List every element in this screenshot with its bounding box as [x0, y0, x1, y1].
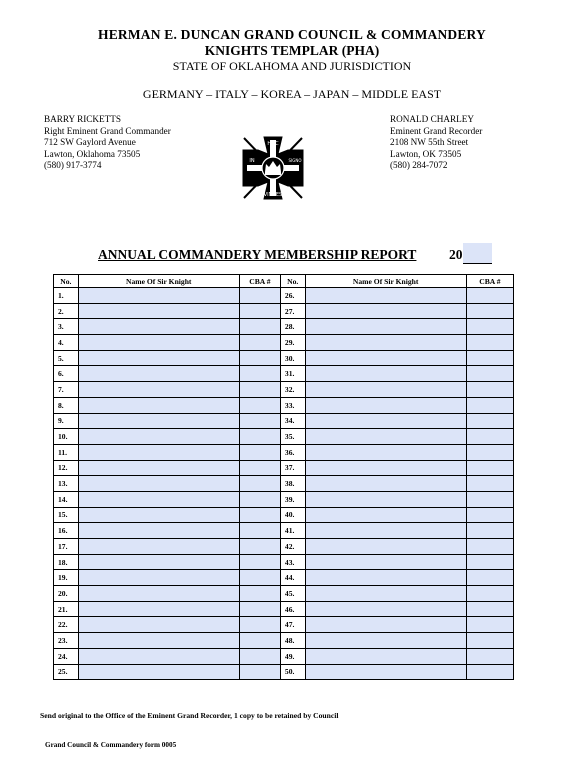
row-number-right: 42.: [280, 539, 305, 555]
row-number-left: 18.: [54, 554, 79, 570]
row-number-right: 46.: [280, 601, 305, 617]
sir-knight-name-field[interactable]: [78, 366, 239, 382]
row-number-left: 19.: [54, 570, 79, 586]
cba-number-field[interactable]: [466, 397, 513, 413]
cba-number-field[interactable]: [239, 288, 280, 304]
cba-number-field[interactable]: [466, 601, 513, 617]
table-row: [54, 491, 514, 507]
cba-number-field[interactable]: [239, 554, 280, 570]
cba-number-field[interactable]: [239, 460, 280, 476]
sir-knight-name-field[interactable]: [305, 648, 466, 664]
table-row: [54, 303, 514, 319]
cba-number-field[interactable]: [239, 397, 280, 413]
sir-knight-name-field[interactable]: [305, 444, 466, 460]
year-input[interactable]: [463, 243, 492, 264]
cba-number-field[interactable]: [466, 507, 513, 523]
row-number-right: 49.: [280, 648, 305, 664]
sir-knight-name-field[interactable]: [305, 303, 466, 319]
cba-number-field[interactable]: [466, 586, 513, 602]
table-row: [54, 444, 514, 460]
sir-knight-name-field[interactable]: [78, 570, 239, 586]
row-number-left: 17.: [54, 539, 79, 555]
sir-knight-name-field[interactable]: [305, 366, 466, 382]
cba-number-field[interactable]: [239, 303, 280, 319]
cba-number-field[interactable]: [239, 366, 280, 382]
table-row: [54, 288, 514, 304]
grand-recorder-contact: [390, 114, 482, 172]
sir-knight-name-field[interactable]: [78, 350, 239, 366]
emblem-text-right: SIGNO: [288, 158, 302, 163]
table-row: [54, 382, 514, 398]
sir-knight-name-field[interactable]: [305, 664, 466, 680]
row-number-right: 33.: [280, 397, 305, 413]
sir-knight-name-field[interactable]: [78, 335, 239, 351]
sir-knight-name-field[interactable]: [305, 507, 466, 523]
row-number-right: 45.: [280, 586, 305, 602]
row-number-left: 2.: [54, 303, 79, 319]
table-row: [54, 413, 514, 429]
report-title: ANNUAL COMMANDERY MEMBERSHIP REPORT: [98, 247, 417, 262]
table-header-row: [54, 275, 514, 288]
sir-knight-name-field[interactable]: [78, 303, 239, 319]
cba-number-field[interactable]: [466, 444, 513, 460]
grand-recorder-name: RONALD CHARLEY: [390, 114, 474, 124]
table-row: [54, 617, 514, 633]
row-number-right: 41.: [280, 523, 305, 539]
row-number-left: 22.: [54, 617, 79, 633]
cba-number-field[interactable]: [239, 350, 280, 366]
row-number-right: 38.: [280, 476, 305, 492]
row-number-left: 21.: [54, 601, 79, 617]
row-number-left: 6.: [54, 366, 79, 382]
table-row: [54, 570, 514, 586]
row-number-left: 23.: [54, 633, 79, 649]
knights-templar-cross-crown-icon: [240, 134, 306, 202]
cba-number-field[interactable]: [239, 601, 280, 617]
row-number-left: 8.: [54, 397, 79, 413]
row-number-left: 13.: [54, 476, 79, 492]
row-number-right: 35.: [280, 429, 305, 445]
cba-number-field[interactable]: [239, 491, 280, 507]
sir-knight-name-field[interactable]: [305, 586, 466, 602]
sir-knight-name-field[interactable]: [78, 382, 239, 398]
row-number-left: 9.: [54, 413, 79, 429]
col-header-name-right: Name Of Sir Knight: [305, 275, 466, 288]
table-row: [54, 350, 514, 366]
table-row: [54, 476, 514, 492]
row-number-left: 3.: [54, 319, 79, 335]
grand-commander-title: Right Eminent Grand Commander: [44, 125, 171, 136]
sir-knight-name-field[interactable]: [305, 476, 466, 492]
cba-number-field[interactable]: [239, 664, 280, 680]
table-row: [54, 648, 514, 664]
cba-number-field[interactable]: [239, 382, 280, 398]
sir-knight-name-field[interactable]: [78, 523, 239, 539]
row-number-right: 29.: [280, 335, 305, 351]
sir-knight-name-field[interactable]: [78, 460, 239, 476]
cba-number-field[interactable]: [466, 617, 513, 633]
knights-templar-title: KNIGHTS TEMPLAR (PHA): [204, 43, 380, 58]
cba-number-field[interactable]: [239, 586, 280, 602]
row-number-right: 50.: [280, 664, 305, 680]
regions-line: GERMANY – ITALY – KOREA – JAPAN – MIDDLE EAST: [142, 87, 442, 101]
sir-knight-name-field[interactable]: [305, 633, 466, 649]
cba-number-field[interactable]: [239, 570, 280, 586]
cba-number-field[interactable]: [239, 507, 280, 523]
sir-knight-name-field[interactable]: [305, 319, 466, 335]
emblem-text-bottom: VINCES: [263, 192, 283, 198]
sir-knight-name-field[interactable]: [78, 586, 239, 602]
sir-knight-name-field[interactable]: [305, 413, 466, 429]
row-number-left: 14.: [54, 491, 79, 507]
cba-number-field[interactable]: [466, 570, 513, 586]
sir-knight-name-field[interactable]: [78, 648, 239, 664]
row-number-left: 20.: [54, 586, 79, 602]
row-number-right: 31.: [280, 366, 305, 382]
grand-recorder-title: Eminent Grand Recorder: [390, 125, 483, 136]
cba-number-field[interactable]: [239, 476, 280, 492]
table-row: [54, 554, 514, 570]
cba-number-field[interactable]: [239, 617, 280, 633]
year-prefix: 20: [449, 247, 463, 262]
col-header-no-right: No.: [280, 275, 305, 288]
row-number-right: 37.: [280, 460, 305, 476]
row-number-left: 11.: [54, 444, 79, 460]
sir-knight-name-field[interactable]: [305, 288, 466, 304]
council-title: HERMAN E. DUNCAN GRAND COUNCIL & COMMANDERY: [98, 27, 486, 42]
col-header-cba-right: CBA #: [466, 275, 513, 288]
cba-number-field[interactable]: [239, 319, 280, 335]
sir-knight-name-field[interactable]: [78, 617, 239, 633]
sir-knight-name-field[interactable]: [78, 444, 239, 460]
grand-recorder-city: Lawton, OK 73505: [390, 148, 462, 159]
sir-knight-name-field[interactable]: [305, 382, 466, 398]
sir-knight-name-field[interactable]: [305, 554, 466, 570]
sir-knight-name-field[interactable]: [305, 617, 466, 633]
sir-knight-name-field[interactable]: [305, 350, 466, 366]
cba-number-field[interactable]: [466, 476, 513, 492]
table-row: [54, 664, 514, 680]
footer-note: Send original to the Office of the Eminent Grand Recorder, 1 copy to be retained by Council: [40, 711, 339, 720]
cba-number-field[interactable]: [466, 335, 513, 351]
table-row: [54, 429, 514, 445]
cba-number-field[interactable]: [239, 523, 280, 539]
cba-number-field[interactable]: [466, 460, 513, 476]
col-header-name-left: Name Of Sir Knight: [78, 275, 239, 288]
grand-recorder-phone: (580) 284-7072: [390, 160, 448, 171]
sir-knight-name-field[interactable]: [305, 397, 466, 413]
row-number-left: 24.: [54, 648, 79, 664]
table-row: [54, 586, 514, 602]
sir-knight-name-field[interactable]: [78, 507, 239, 523]
row-number-right: 39.: [280, 491, 305, 507]
sir-knight-name-field[interactable]: [78, 491, 239, 507]
cba-number-field[interactable]: [466, 539, 513, 555]
cba-number-field[interactable]: [239, 633, 280, 649]
col-header-no-left: No.: [54, 275, 79, 288]
row-number-right: 32.: [280, 382, 305, 398]
grand-commander-name: BARRY RICKETTS: [44, 114, 121, 124]
grand-commander-city: Lawton, Oklahoma 73505: [44, 148, 141, 159]
sir-knight-name-field[interactable]: [78, 429, 239, 445]
col-header-cba-left: CBA #: [239, 275, 280, 288]
sir-knight-name-field[interactable]: [305, 539, 466, 555]
row-number-right: 30.: [280, 350, 305, 366]
table-row: [54, 633, 514, 649]
cba-number-field[interactable]: [466, 303, 513, 319]
table-row: [54, 319, 514, 335]
cba-number-field[interactable]: [466, 554, 513, 570]
grand-commander-contact: [44, 114, 171, 172]
table-row: [54, 397, 514, 413]
row-number-right: 36.: [280, 444, 305, 460]
table-row: [54, 539, 514, 555]
sir-knight-name-field[interactable]: [305, 570, 466, 586]
cba-number-field[interactable]: [239, 335, 280, 351]
sir-knight-name-field[interactable]: [78, 288, 239, 304]
emblem-text-left: IN: [249, 158, 255, 164]
row-number-left: 25.: [54, 664, 79, 680]
cba-number-field[interactable]: [466, 350, 513, 366]
row-number-left: 4.: [54, 335, 79, 351]
row-number-right: 48.: [280, 633, 305, 649]
cba-number-field[interactable]: [239, 413, 280, 429]
grand-commander-phone: (580) 917-3774: [44, 160, 102, 171]
grand-recorder-street: 2108 NW 55th Street: [390, 137, 469, 148]
cba-number-field[interactable]: [466, 633, 513, 649]
form-id: Grand Council & Commandery form 0005: [45, 741, 177, 749]
cba-number-field[interactable]: [466, 366, 513, 382]
cba-number-field[interactable]: [239, 444, 280, 460]
table-row: [54, 460, 514, 476]
emblem-text-top: HOC: [267, 141, 279, 147]
cba-number-field[interactable]: [466, 382, 513, 398]
cba-number-field[interactable]: [239, 539, 280, 555]
row-number-right: 34.: [280, 413, 305, 429]
cba-number-field[interactable]: [466, 523, 513, 539]
table-row: [54, 523, 514, 539]
row-number-right: 44.: [280, 570, 305, 586]
row-number-right: 47.: [280, 617, 305, 633]
row-number-right: 28.: [280, 319, 305, 335]
cba-number-field[interactable]: [466, 319, 513, 335]
row-number-right: 26.: [280, 288, 305, 304]
row-number-left: 15.: [54, 507, 79, 523]
row-number-right: 27.: [280, 303, 305, 319]
cba-number-field[interactable]: [239, 648, 280, 664]
row-number-left: 10.: [54, 429, 79, 445]
membership-table: [53, 274, 514, 680]
cba-number-field[interactable]: [466, 413, 513, 429]
cba-number-field[interactable]: [466, 288, 513, 304]
table-row: [54, 366, 514, 382]
sir-knight-name-field[interactable]: [78, 539, 239, 555]
row-number-left: 5.: [54, 350, 79, 366]
table-row: [54, 601, 514, 617]
cba-number-field[interactable]: [239, 429, 280, 445]
grand-commander-street: 712 SW Gaylord Avenue: [44, 137, 136, 148]
table-row: [54, 507, 514, 523]
sir-knight-name-field[interactable]: [305, 601, 466, 617]
sir-knight-name-field[interactable]: [305, 491, 466, 507]
sir-knight-name-field[interactable]: [78, 633, 239, 649]
cba-number-field[interactable]: [466, 491, 513, 507]
row-number-right: 40.: [280, 507, 305, 523]
row-number-right: 43.: [280, 554, 305, 570]
cba-number-field[interactable]: [466, 664, 513, 680]
row-number-left: 1.: [54, 288, 79, 304]
row-number-left: 7.: [54, 382, 79, 398]
sir-knight-name-field[interactable]: [305, 429, 466, 445]
row-number-left: 16.: [54, 523, 79, 539]
sir-knight-name-field[interactable]: [305, 460, 466, 476]
table-row: [54, 335, 514, 351]
sir-knight-name-field[interactable]: [78, 413, 239, 429]
sir-knight-name-field[interactable]: [78, 319, 239, 335]
cba-number-field[interactable]: [466, 648, 513, 664]
sir-knight-name-field[interactable]: [78, 554, 239, 570]
sir-knight-name-field[interactable]: [78, 476, 239, 492]
sir-knight-name-field[interactable]: [78, 664, 239, 680]
row-number-left: 12.: [54, 460, 79, 476]
cba-number-field[interactable]: [466, 429, 513, 445]
sir-knight-name-field[interactable]: [78, 397, 239, 413]
sir-knight-name-field[interactable]: [78, 601, 239, 617]
sir-knight-name-field[interactable]: [305, 523, 466, 539]
jurisdiction-title: STATE OF OKLAHOMA AND JURISDICTION: [172, 59, 412, 73]
sir-knight-name-field[interactable]: [305, 335, 466, 351]
